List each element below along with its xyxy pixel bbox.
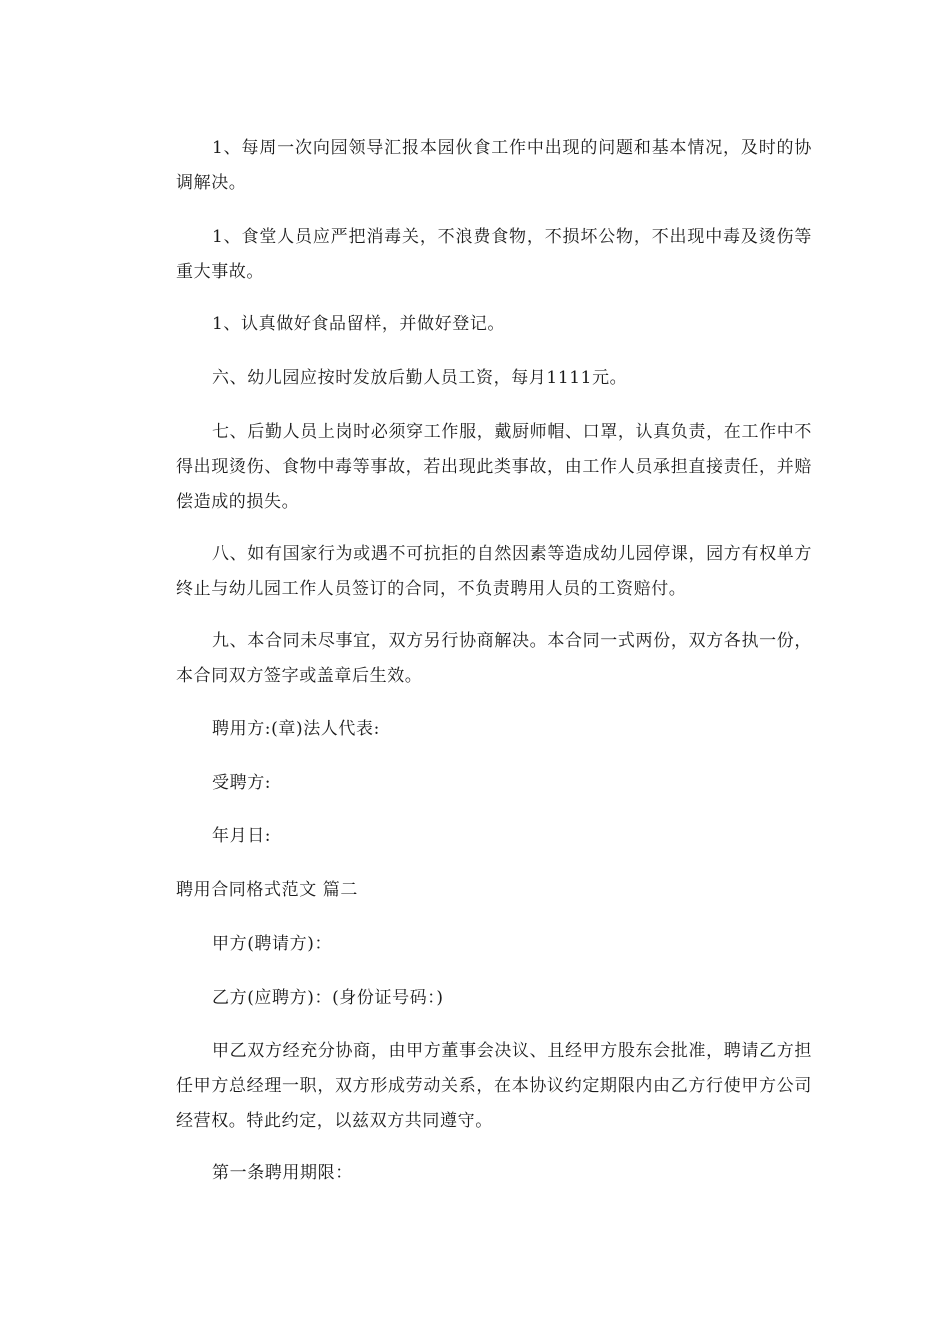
paragraph-canteen-disinfection: 1、食堂人员应严把消毒关，不浪费食物，不损坏公物，不出现中毒及烫伤等重大事故。: [176, 227, 812, 282]
paragraph-article-9: 九、本合同未尽事宜，双方另行协商解决。本合同一式两份，双方各执一份，本合同双方签字或盖章后生效。: [176, 631, 812, 686]
article-1-term: 第一条聘用期限：: [212, 1163, 353, 1183]
signature-employer: 聘用方:(章)法人代表:: [212, 719, 380, 739]
party-b: 乙方(应聘方)：(身份证号码：): [212, 988, 444, 1008]
party-a: 甲方(聘请方)：: [212, 934, 333, 954]
section-title: 聘用合同格式范文 篇二: [176, 880, 359, 900]
paragraph-weekly-report: 1、每周一次向园领导汇报本园伙食工作中出现的问题和基本情况，及时的协调解决。: [176, 138, 812, 193]
paragraph-article-6: 六、幼儿园应按时发放后勤人员工资，每月1111元。: [212, 368, 628, 388]
paragraph-food-sample: 1、认真做好食品留样，并做好登记。: [212, 314, 506, 334]
paragraph-article-7: 七、后勤人员上岗时必须穿工作服，戴厨师帽、口罩，认真负责，在工作中不得出现烫伤、食物中毒等事故，若出现此类事故，由工作人员承担直接责任，并赔偿造成的损失。: [176, 422, 812, 512]
signature-date: 年月日:: [212, 826, 272, 846]
paragraph-article-8: 八、如有国家行为或遇不可抗拒的自然因素等造成幼儿园停课，园方有权单方终止与幼儿园工作人员签订的合同，不负责聘用人员的工资赔付。: [176, 544, 812, 599]
paragraph-agreement: 甲乙双方经充分协商，由甲方董事会决议、且经甲方股东会批准，聘请乙方担任甲方总经理一职，双方形成劳动关系，在本协议约定期限内由乙方行使甲方公司经营权。特此约定，以兹双方共同遵守。: [176, 1041, 812, 1131]
signature-employee: 受聘方:: [212, 773, 272, 793]
